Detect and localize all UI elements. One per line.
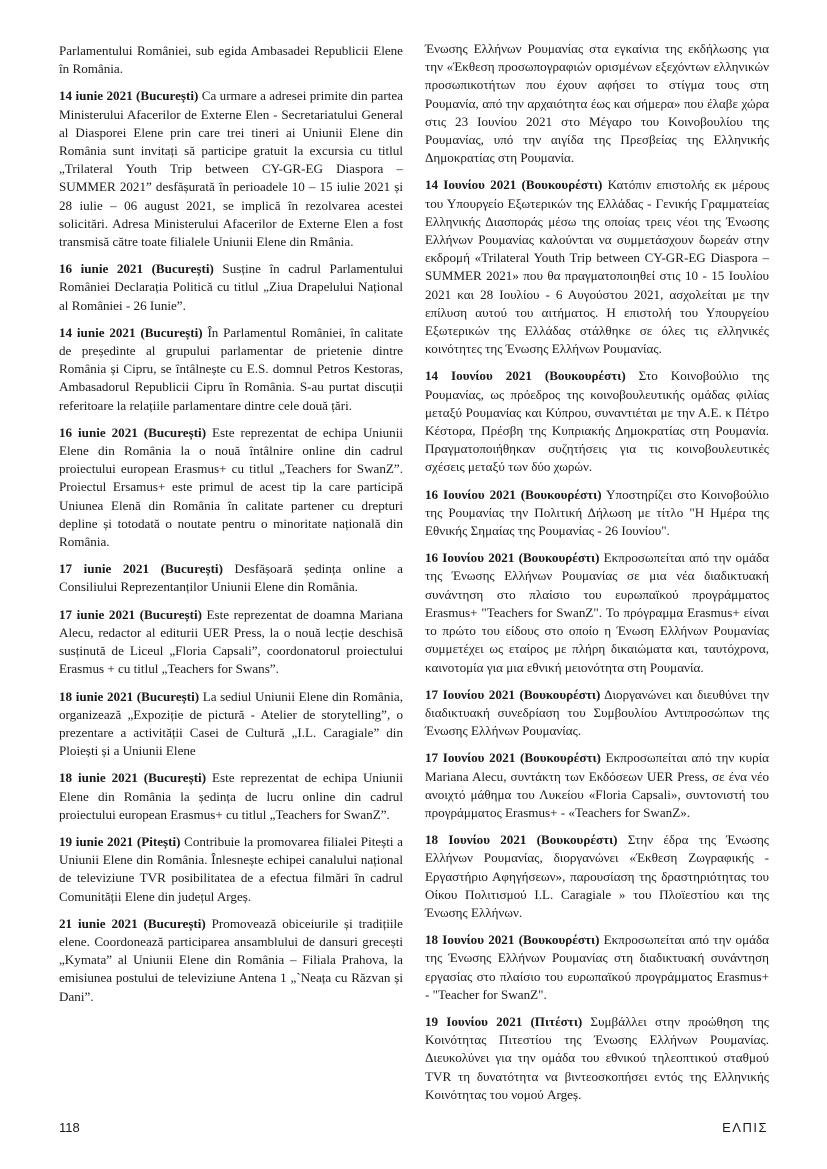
entry-text: Διοργανώνει και διευθύνει την διαδικτυακή συνεδρίαση του Συμβουλίου Αντιπροσώπων της Ένωσης Ελλήνων Ρουμανίας. [425,686,769,739]
entry-paragraph [425,549,769,676]
entry-date: 18 iunie 2021 (București) [59,770,207,786]
entry-paragraph [425,40,769,167]
publication-title: ΕΛΠΙΣ [722,1120,768,1135]
entry-paragraph [59,833,403,906]
entry-paragraph [59,688,403,761]
entry-text: Εκπροσωπείται από την ομάδα της Ένωσης Ελλήνων Ρουμανίας στη διαδικτυακή συνάντηση εργασίας στο πλαίσιο του ευρωπαϊκού προγράμματος Erasmus+ - "Teacher for SwanZ". [425,932,769,1002]
entry-paragraph [59,87,403,251]
entry-date: 16 Ιουνίου 2021 (Βουκουρέστι) [425,486,602,502]
entry-date: 14 iunie 2021 (București) [59,324,203,340]
entry-text: Parlamentului României, sub egida Ambasadei Republicii Elene în România. [59,43,403,77]
page-number: 118 [59,1120,80,1135]
entry-text: Ένωσης Ελλήνων Ρουμανίας στα εγκαίνια της εκδήλωσης για την «Έκθεση προσωπογραφιών ορισμένων εξεχόντων ελληνικών προσωπικοτήτων που έχουν αφήσει το στίγμα τους στη Ρουμανία, από την αρχαιότητα έως και σήμερα» που έλαβε χώρα στις 23 Ιουνίου 2021 στο Μέγαρο του Κοινοβουλίου της Ρουμανίας, υπό την αιγίδα της Πρεσβείας της Ελληνικής Δημοκρατίας στη Ρουμανία. [425,41,769,166]
entry-text: Κατόπιν επιστολής εκ μέρους του Υπουργείο Εξωτερικών της Ελλάδας - Γενικής Γραμματείας Ελληνικής Διασποράς μέσω της οποίας τρεις νέοι της Ένωσης Ελλήνων Ρουμανίας καλούνται να συμμετάσχουν δωρεάν στην εκδρομή «Trilateral Youth Trip between CY-GR-EG Diaspora – SUMMER 2021» που θα πραγματοποιηθεί στις 10 - 15 Ιουλίου 2021 και 28 Ιουλίου - 6 Αυγούστου 2021, ασχολείται με την επίλυση αυτού του αιτήματος. Η επιστολή του Υπουργείου Εξωτερικών της Ελλάδας στάλθηκε σε όλες τις ελληνικές κοινότητες της Ένωσης Ελλήνων Ρουμανίας. [425,177,769,357]
entry-paragraph [59,424,403,551]
entry-date: 21 iunie 2021 (București) [59,915,206,931]
entry-date: 18 Ιουνίου 2021 (Βουκουρέστι) [425,932,600,948]
entry-paragraph [59,560,403,596]
entry-paragraph [59,915,403,1006]
entry-paragraph [425,176,769,358]
entry-date: 17 Ιουνίου 2021 (Βουκουρέστι) [425,686,601,702]
entry-paragraph [425,686,769,741]
entry-text: Este reprezentat de echipa Uniunii Elene din România la o nouă întâlnire online din cadrul proiectului european Erasmus+ cu titlul „Teachers for SwanZ”. Proiectul Ersamus+ este primul de acest tip la care participă Uniunea Elenă din România în calitate partener cu drepturi depline și totodată o noutate pentru o minoritate națională din România. [59,424,403,550]
entry-date: 17 iunie 2021 (București) [59,606,202,622]
entry-text: La sediul Uniunii Elene din România, organizează „Expoziție de pictură - Atelier de storytelling”, o prezentare a activității Casei de Cultură „I.L. Caragiale” din Ploiești și a Uniunii Elene [59,688,403,759]
entry-paragraph [425,367,769,476]
entry-text: Συμβάλλει στην προώθηση της Κοινότητας Πιτεστίου της Ένωσης Ελλήνων Ρουμανίας. Διευκολύνει για την ομάδα του εθνικού τηλεοπτικού σταθμού TVR τη δυνατότητα να βιντεοσκοπήσει εντός της Ελληνικής Κοινότητας του νομού Argeș. [425,1013,769,1102]
entry-paragraph [59,769,403,824]
entry-paragraph [425,931,769,1004]
entry-paragraph [425,831,769,922]
entry-text: Υποστηρίζει στο Κοινοβούλιο της Ρουμανίας την Πολιτική Δήλωση με τίτλο "Η Ημέρα της Εθνικής Σημαίας της Ρουμανίας - 26 Ιουνίου". [425,486,769,539]
entry-date: 19 Ιουνίου 2021 (Πιτέστι) [425,1013,583,1029]
entry-date: 16 Ιουνίου 2021 (Βουκουρέστι) [425,550,600,566]
entry-date: 14 Ιουνίου 2021 (Βουκουρέστι) [425,368,626,384]
entry-date: 17 iunie 2021 (București) [59,561,223,577]
left-column [59,42,403,1015]
entry-text: Στο Κοινοβούλιο της Ρουμανίας, ως πρόεδρος της κοινοβουλευτικής ομάδας φιλίας μεταξύ Ρουμανίας και Κύπρου, συναντιέται με την Α.Ε. κ Πέτρο Κέστορα, Πρέσβη της Κυπριακής Δημοκρατίας στη Ρουμανία. Πραγματοποιήθηκαν συζητήσεις για τις κοινοβουλευτικές σχέσεις μεταξύ των δύο χωρών. [425,368,769,475]
entry-text: Εκπροσωπείται από την ομάδα της Ένωσης Ελλήνων Ρουμανίας σε μια νέα διαδικτυακή συνάντηση στο πλαίσιο του ευρωπαϊκού προγράμματος Erasmus+ "Teachers for SwanZ". Το πρόγραμμα Erasmus+ είναι το πρώτο του είδους στο οποίο η Ένωση Ελλήνων Ρουμανίας συμμετέχει ως εταίρος με πλήρη δικαιώματα και, ταυτόχρονα, καινοτομία για μια εθνική μειονότητα στη Ρουμανία. [425,550,769,675]
entry-date: 18 iunie 2021 (București) [59,688,200,704]
entry-text: Promovează obiceiurile și tradițiile elene. Coordonează participarea ansamblului de dansuri grecești „Kymata” al Uniunii Elene din România – Filiala Prahova, la emisiunea postului de televiziune Antena 1 „`Neața cu Răzvan și Dani”. [59,915,403,1004]
entry-paragraph [59,42,403,78]
entry-paragraph [59,260,403,315]
entry-text: Στην έδρα της Ένωσης Ελλήνων Ρουμανίας, διοργανώνει «Έκθεση Ζωγραφικής - Εργαστήριο Αφηγήσεων», παρουσίαση της δραστηριότητας του Οίκου Πολιτισμού I.L. Caragiale » του Πλοϊεστίου και της Ένωσης Ελλήνων. [425,832,769,920]
entry-paragraph [425,486,769,541]
right-column [425,40,769,1113]
entry-paragraph [425,749,769,822]
entry-date: 16 iunie 2021 (București) [59,261,214,277]
entry-date: 18 Ιουνίου 2021 (Βουκουρέστι) [425,832,618,848]
entry-date: 19 iunie 2021 (Pitești) [59,833,181,849]
entry-text: În Parlamentul României, în calitate de președinte al grupului parlamentar de prietenie dintre România și Cipru, se întâlnește cu E.S. domnul Petros Kestoras, Ambasadorul Republicii Cipru în România. S-au purtat discuții referitoare la relațiile parlamentare dintre cele două țări. [59,324,403,413]
entry-paragraph [425,1013,769,1104]
entry-text: Este reprezentat de doamna Mariana Alecu, redactor al editurii UER Press, la o nouă lecție deschisă susținută de Liceul „Floria Capsali”, coordonatorul proiectului Erasmus + cu titlul „Teachers for Swans”. [59,606,403,677]
document-page [59,0,769,1169]
entry-paragraph [59,324,403,415]
entry-text: Desfășoară ședința online a Consiliului Reprezentanților Uniunii Elene din România. [59,561,403,595]
entry-date: 17 Ιουνίου 2021 (Βουκουρέστι) [425,750,601,766]
entry-text: Susține în cadrul Parlamentului României Declarația Politică cu titlul „Ziua Drapelului Național al României - 26 Iunie”. [59,261,403,313]
entry-text: Contribuie la promovarea filialei Pitești a Uniunii Elene din România. Înlesnește echipei canalului național de televiziune TVR posibilitatea de a efectua filmări în cadrul Comunității Elene din județul Argeș. [59,833,403,904]
entry-date: 16 iunie 2021 (București) [59,424,207,440]
entry-paragraph [59,606,403,679]
entry-text: Εκπροσωπείται από την κυρία Mariana Alecu, συντάκτη των Εκδόσεων UER Press, σε ένα νέο ανοιχτό μάθημα του Λυκείου «Floria Capsali», συντονιστή του προγράμματος Erasmus+ - «Teachers for SwanZ». [425,750,769,820]
entry-text: Ca urmare a adresei primite din partea Ministerului Afacerilor de Externe Elen - Secretariatului General al Diasporei Elene prin care trei tineri ai Uniunii Elene din România sunt invitați să participe gratuit la excursia cu titlul „Trilateral Youth Trip between CY-GR-EG Diaspora – SUMMER 2021” desfășurată în perioadele 10 – 15 iulie 2021 și 28 iulie – 06 august 2021, se implică în rezolvarea acestei solicitări. Adresa Ministerului Afacerilor de Externe Elen a fost transmisă către toate filialele Uniunii Elene din Rmânia. [59,88,403,250]
entry-date: 14 Ιουνίου 2021 (Βουκουρέστι) [425,177,603,193]
entry-date: 14 iunie 2021 (București) [59,88,199,104]
entry-text: Este reprezentat de echipa Uniunii Elene din România la ședința de lucru online din cadrul proiectului european Erasmus+ cu titlul „Teachers for SwanZ”. [59,770,403,822]
